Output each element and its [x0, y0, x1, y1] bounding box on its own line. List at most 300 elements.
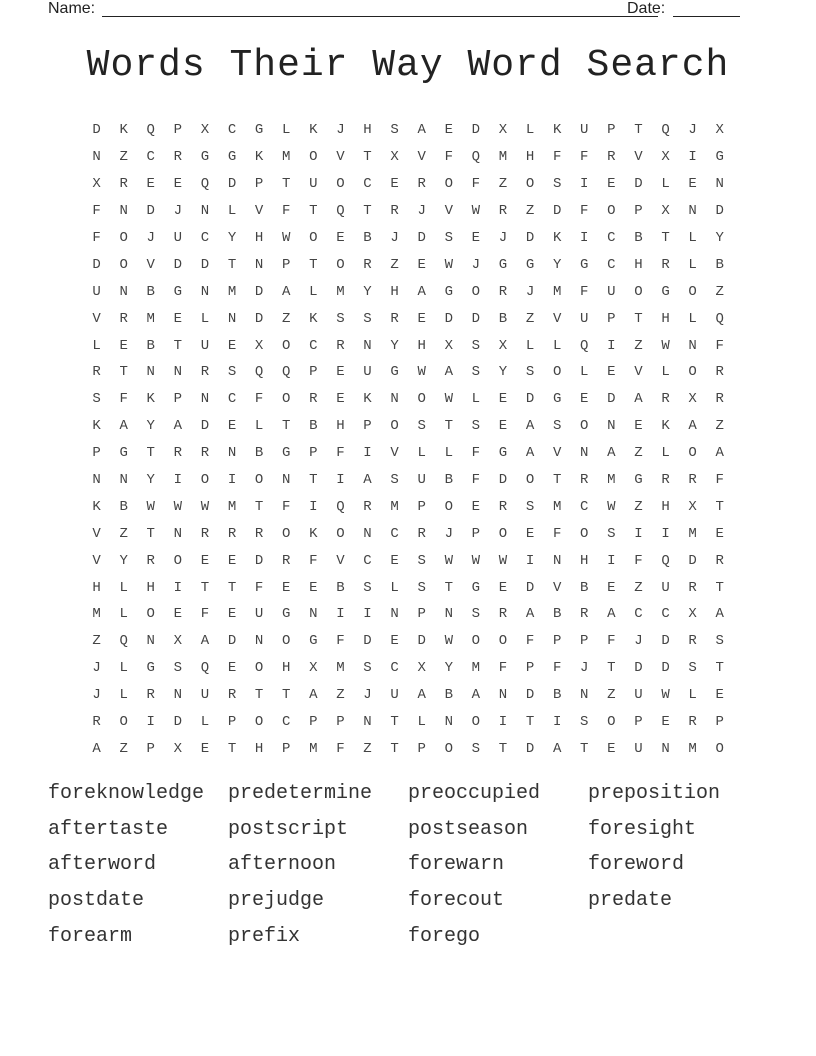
grid-letter[interactable]: R — [688, 714, 697, 731]
grid-letter[interactable]: K — [363, 391, 372, 408]
grid-letter[interactable]: B — [444, 472, 453, 489]
grid-letter[interactable]: V — [634, 149, 643, 166]
grid-letter[interactable]: D — [471, 122, 481, 139]
grid-letter[interactable]: K — [92, 498, 101, 515]
grid-letter[interactable]: P — [552, 633, 562, 650]
grid-letter[interactable]: O — [146, 606, 155, 623]
grid-letter[interactable]: X — [661, 203, 670, 220]
grid-letter[interactable]: H — [363, 122, 372, 139]
grid-letter[interactable]: L — [525, 337, 535, 354]
grid-letter[interactable]: F — [471, 176, 481, 193]
grid-letter[interactable]: R — [498, 498, 508, 515]
grid-letter[interactable]: D — [173, 714, 183, 731]
grid-letter[interactable]: S — [390, 122, 399, 139]
grid-letter[interactable]: R — [200, 445, 210, 462]
grid-letter[interactable]: D — [661, 633, 670, 650]
grid-letter[interactable]: E — [607, 579, 616, 596]
grid-letter[interactable]: T — [146, 445, 155, 462]
grid-letter[interactable]: X — [173, 740, 183, 757]
grid-letter[interactable]: Y — [119, 552, 128, 569]
grid-letter[interactable]: M — [282, 149, 291, 166]
grid-letter[interactable]: V — [417, 149, 426, 166]
grid-letter[interactable]: D — [92, 122, 101, 139]
grid-letter[interactable]: E — [309, 579, 318, 596]
grid-letter[interactable]: W — [200, 498, 210, 515]
grid-letter[interactable]: I — [552, 714, 562, 731]
grid-letter[interactable]: Q — [254, 364, 264, 381]
grid-letter[interactable]: F — [254, 391, 264, 408]
grid-letter[interactable]: O — [471, 714, 481, 731]
grid-letter[interactable]: O — [688, 445, 697, 462]
grid-letter[interactable]: L — [200, 310, 210, 327]
grid-letter[interactable]: L — [688, 687, 697, 704]
grid-letter[interactable]: I — [363, 445, 372, 462]
grid-letter[interactable]: A — [417, 122, 426, 139]
grid-letter[interactable]: E — [417, 256, 426, 273]
grid-letter[interactable]: C — [227, 391, 237, 408]
grid-letter[interactable]: V — [390, 445, 399, 462]
grid-letter[interactable]: H — [661, 310, 670, 327]
grid-letter[interactable]: R — [390, 203, 399, 220]
grid-letter[interactable]: D — [634, 176, 643, 193]
grid-letter[interactable]: L — [119, 660, 128, 677]
grid-letter[interactable]: G — [282, 606, 291, 623]
grid-letter[interactable]: Q — [119, 633, 128, 650]
grid-letter[interactable]: R — [688, 579, 697, 596]
grid-letter[interactable]: M — [146, 310, 155, 327]
grid-letter[interactable]: L — [390, 579, 399, 596]
grid-letter[interactable]: N — [580, 687, 589, 704]
grid-letter[interactable]: N — [552, 552, 562, 569]
grid-letter[interactable]: S — [363, 310, 372, 327]
grid-letter[interactable]: L — [119, 606, 128, 623]
grid-letter[interactable]: S — [444, 230, 453, 246]
grid-letter[interactable]: O — [254, 660, 264, 677]
grid-letter[interactable]: P — [634, 714, 643, 731]
grid-letter[interactable]: Q — [661, 122, 670, 139]
grid-letter[interactable]: R — [661, 391, 670, 408]
grid-letter[interactable]: Z — [715, 418, 724, 435]
grid-letter[interactable]: D — [525, 579, 535, 596]
grid-letter[interactable]: W — [444, 256, 453, 273]
grid-letter[interactable]: S — [552, 176, 562, 193]
grid-letter[interactable]: Y — [444, 660, 453, 677]
grid-letter[interactable]: P — [309, 364, 318, 381]
grid-letter[interactable]: D — [525, 687, 535, 704]
grid-letter[interactable]: T — [309, 203, 318, 220]
grid-letter[interactable]: Z — [92, 633, 101, 650]
grid-letter[interactable]: E — [525, 525, 535, 542]
grid-letter[interactable]: N — [146, 633, 155, 650]
grid-letter[interactable]: X — [498, 122, 508, 139]
grid-letter[interactable]: H — [525, 149, 535, 166]
grid-letter[interactable]: N — [688, 203, 697, 220]
grid-letter[interactable]: E — [173, 310, 183, 327]
grid-letter[interactable]: V — [444, 203, 453, 220]
grid-letter[interactable]: N — [173, 687, 183, 704]
grid-letter[interactable]: O — [200, 472, 210, 489]
grid-letter[interactable]: B — [580, 579, 589, 596]
grid-letter[interactable]: D — [227, 633, 237, 650]
grid-letter[interactable]: D — [525, 740, 535, 757]
grid-letter[interactable]: Z — [607, 687, 616, 704]
grid-letter[interactable]: T — [254, 498, 264, 515]
grid-letter[interactable]: X — [444, 337, 453, 354]
grid-letter[interactable]: G — [498, 445, 508, 462]
grid-letter[interactable]: T — [363, 203, 372, 220]
grid-letter[interactable]: E — [688, 176, 697, 193]
grid-letter[interactable]: M — [227, 498, 237, 515]
grid-letter[interactable]: H — [634, 256, 643, 273]
grid-letter[interactable]: N — [580, 445, 589, 462]
grid-letter[interactable]: E — [607, 740, 616, 757]
grid-letter[interactable]: U — [661, 579, 670, 596]
grid-letter[interactable]: M — [309, 740, 318, 757]
grid-letter[interactable]: J — [363, 687, 372, 704]
grid-letter[interactable]: P — [282, 740, 291, 757]
grid-letter[interactable]: E — [634, 418, 643, 435]
grid-letter[interactable]: C — [363, 552, 372, 569]
grid-letter[interactable]: S — [471, 364, 481, 381]
grid-letter[interactable]: P — [607, 310, 616, 327]
grid-letter[interactable]: B — [444, 687, 453, 704]
grid-letter[interactable]: Z — [634, 579, 643, 596]
grid-letter[interactable]: N — [309, 606, 318, 623]
grid-letter[interactable]: M — [471, 660, 481, 677]
grid-letter[interactable]: A — [282, 283, 291, 300]
grid-letter[interactable]: U — [580, 310, 589, 327]
grid-letter[interactable]: T — [282, 687, 291, 704]
grid-letter[interactable]: T — [363, 149, 372, 166]
grid-letter[interactable]: O — [390, 418, 399, 435]
grid-letter[interactable]: N — [254, 256, 264, 273]
grid-letter[interactable]: B — [254, 445, 264, 462]
grid-letter[interactable]: O — [715, 740, 724, 757]
grid-letter[interactable]: D — [444, 310, 453, 327]
grid-letter[interactable]: Y — [363, 283, 372, 300]
grid-letter[interactable]: Z — [634, 337, 643, 354]
grid-letter[interactable]: O — [688, 364, 697, 381]
grid-letter[interactable]: I — [363, 606, 372, 623]
grid-letter[interactable]: O — [552, 364, 562, 381]
grid-letter[interactable]: N — [363, 525, 372, 542]
grid-letter[interactable]: O — [444, 176, 453, 193]
grid-letter[interactable]: F — [552, 149, 562, 166]
grid-letter[interactable]: X — [715, 122, 724, 139]
grid-letter[interactable]: I — [688, 149, 697, 166]
grid-letter[interactable]: O — [471, 633, 481, 650]
grid-letter[interactable]: X — [688, 391, 697, 408]
grid-letter[interactable]: R — [607, 149, 616, 166]
grid-letter[interactable]: I — [336, 606, 345, 623]
grid-letter[interactable]: R — [254, 525, 264, 542]
grid-letter[interactable]: J — [580, 660, 589, 677]
grid-letter[interactable]: F — [336, 740, 345, 757]
grid-letter[interactable]: V — [336, 149, 345, 166]
grid-letter[interactable]: N — [715, 176, 724, 193]
grid-letter[interactable]: L — [227, 203, 237, 220]
grid-letter[interactable]: D — [498, 472, 508, 489]
grid-letter[interactable]: U — [309, 176, 318, 193]
grid-letter[interactable]: Q — [200, 176, 210, 193]
grid-letter[interactable]: K — [661, 418, 670, 435]
grid-letter[interactable]: L — [688, 230, 697, 246]
grid-letter[interactable]: P — [471, 525, 481, 542]
grid-letter[interactable]: I — [173, 579, 183, 596]
grid-letter[interactable]: D — [254, 552, 264, 569]
grid-letter[interactable]: C — [607, 230, 616, 246]
grid-letter[interactable]: N — [119, 472, 128, 489]
grid-letter[interactable]: U — [607, 283, 616, 300]
grid-letter[interactable]: O — [444, 498, 453, 515]
grid-letter[interactable]: P — [282, 256, 291, 273]
grid-letter[interactable]: H — [92, 579, 101, 596]
grid-letter[interactable]: Z — [634, 498, 643, 515]
grid-letter[interactable]: U — [254, 606, 264, 623]
grid-letter[interactable]: P — [715, 714, 724, 731]
grid-letter[interactable]: C — [634, 606, 643, 623]
grid-letter[interactable]: B — [119, 498, 128, 515]
grid-letter[interactable]: A — [607, 606, 616, 623]
grid-letter[interactable]: Z — [634, 445, 643, 462]
grid-letter[interactable]: Z — [498, 176, 508, 193]
grid-letter[interactable]: R — [146, 552, 155, 569]
grid-letter[interactable]: Y — [227, 230, 237, 246]
grid-letter[interactable]: T — [607, 660, 616, 677]
grid-letter[interactable]: F — [282, 498, 291, 515]
grid-letter[interactable]: T — [444, 579, 453, 596]
grid-letter[interactable]: X — [173, 633, 183, 650]
grid-letter[interactable]: T — [309, 256, 318, 273]
grid-letter[interactable]: S — [390, 472, 399, 489]
grid-letter[interactable]: T — [661, 230, 670, 246]
grid-letter[interactable]: Q — [661, 552, 670, 569]
grid-letter[interactable]: D — [688, 552, 697, 569]
grid-letter[interactable]: L — [200, 714, 210, 731]
grid-letter[interactable]: L — [119, 687, 128, 704]
grid-letter[interactable]: T — [715, 579, 724, 596]
grid-letter[interactable]: O — [336, 176, 345, 193]
grid-letter[interactable]: G — [580, 256, 589, 273]
grid-letter[interactable]: M — [688, 740, 697, 757]
grid-letter[interactable]: T — [146, 525, 155, 542]
grid-letter[interactable]: L — [471, 391, 481, 408]
grid-letter[interactable]: B — [363, 230, 372, 246]
grid-letter[interactable]: S — [92, 391, 101, 408]
grid-letter[interactable]: E — [607, 176, 616, 193]
grid-letter[interactable]: N — [227, 445, 237, 462]
grid-letter[interactable]: R — [282, 552, 291, 569]
grid-letter[interactable]: U — [580, 122, 589, 139]
grid-letter[interactable]: V — [92, 525, 101, 542]
grid-letter[interactable]: K — [309, 310, 318, 327]
grid-letter[interactable]: Z — [119, 149, 128, 166]
grid-letter[interactable]: W — [661, 337, 670, 354]
grid-letter[interactable]: A — [607, 445, 616, 462]
grid-letter[interactable]: X — [688, 606, 697, 623]
grid-letter[interactable]: A — [309, 687, 318, 704]
grid-letter[interactable]: H — [254, 740, 264, 757]
grid-letter[interactable]: S — [363, 660, 372, 677]
grid-letter[interactable]: X — [200, 122, 210, 139]
grid-letter[interactable]: A — [715, 606, 724, 623]
grid-letter[interactable]: P — [173, 391, 183, 408]
grid-letter[interactable]: R — [336, 337, 345, 354]
grid-letter[interactable]: L — [688, 310, 697, 327]
grid-letter[interactable]: O — [119, 256, 128, 273]
grid-letter[interactable]: D — [417, 633, 426, 650]
grid-letter[interactable]: R — [715, 552, 724, 569]
grid-letter[interactable]: O — [336, 525, 345, 542]
grid-letter[interactable]: B — [146, 283, 155, 300]
grid-letter[interactable]: F — [444, 149, 453, 166]
grid-letter[interactable]: C — [580, 498, 589, 515]
grid-letter[interactable]: U — [173, 230, 183, 246]
grid-letter[interactable]: W — [444, 391, 453, 408]
grid-letter[interactable]: U — [200, 337, 210, 354]
grid-letter[interactable]: E — [580, 391, 589, 408]
grid-letter[interactable]: L — [552, 337, 562, 354]
grid-letter[interactable]: I — [607, 552, 616, 569]
name-input-line[interactable] — [102, 0, 658, 17]
grid-letter[interactable]: N — [92, 149, 101, 166]
grid-letter[interactable]: L — [254, 418, 264, 435]
grid-letter[interactable]: A — [200, 633, 210, 650]
grid-letter[interactable]: F — [471, 472, 481, 489]
grid-letter[interactable]: H — [336, 418, 345, 435]
grid-letter[interactable]: E — [336, 391, 345, 408]
grid-letter[interactable]: K — [552, 122, 562, 139]
grid-letter[interactable]: N — [254, 633, 264, 650]
grid-letter[interactable]: I — [498, 714, 508, 731]
grid-letter[interactable]: X — [254, 337, 264, 354]
grid-letter[interactable]: R — [92, 364, 101, 381]
grid-letter[interactable]: J — [688, 122, 697, 139]
grid-letter[interactable]: A — [525, 445, 535, 462]
grid-letter[interactable]: H — [146, 579, 155, 596]
grid-letter[interactable]: S — [607, 525, 616, 542]
grid-letter[interactable]: A — [417, 687, 426, 704]
grid-letter[interactable]: E — [471, 230, 481, 246]
grid-letter[interactable]: J — [634, 633, 643, 650]
grid-letter[interactable]: S — [552, 418, 562, 435]
grid-letter[interactable]: K — [309, 122, 318, 139]
grid-letter[interactable]: W — [173, 498, 183, 515]
grid-letter[interactable]: Q — [200, 660, 210, 677]
grid-letter[interactable]: S — [417, 579, 426, 596]
grid-letter[interactable]: L — [688, 256, 697, 273]
grid-letter[interactable]: J — [417, 203, 426, 220]
grid-letter[interactable]: L — [661, 364, 670, 381]
grid-letter[interactable]: C — [146, 149, 155, 166]
grid-letter[interactable]: V — [336, 552, 345, 569]
grid-letter[interactable]: I — [146, 714, 155, 731]
grid-letter[interactable]: G — [146, 660, 155, 677]
grid-letter[interactable]: R — [119, 310, 128, 327]
grid-letter[interactable]: O — [525, 176, 535, 193]
grid-letter[interactable]: E — [227, 418, 237, 435]
grid-letter[interactable]: Y — [715, 230, 724, 246]
grid-letter[interactable]: D — [254, 283, 264, 300]
grid-letter[interactable]: P — [634, 203, 643, 220]
grid-letter[interactable]: P — [580, 633, 589, 650]
grid-letter[interactable]: L — [92, 337, 101, 354]
grid-letter[interactable]: E — [173, 606, 183, 623]
grid-letter[interactable]: J — [92, 687, 101, 704]
grid-letter[interactable]: O — [498, 633, 508, 650]
grid-letter[interactable]: P — [92, 445, 101, 462]
grid-letter[interactable]: Z — [119, 525, 128, 542]
grid-letter[interactable]: C — [661, 606, 670, 623]
grid-letter[interactable]: H — [661, 498, 670, 515]
grid-letter[interactable]: A — [444, 364, 453, 381]
grid-letter[interactable]: S — [525, 498, 535, 515]
grid-letter[interactable]: C — [200, 230, 210, 246]
grid-letter[interactable]: S — [715, 633, 724, 650]
grid-letter[interactable]: D — [173, 256, 183, 273]
grid-letter[interactable]: O — [254, 714, 264, 731]
grid-letter[interactable]: A — [471, 687, 481, 704]
grid-letter[interactable]: Q — [580, 337, 589, 354]
grid-letter[interactable]: L — [661, 445, 670, 462]
grid-letter[interactable]: E — [227, 337, 237, 354]
grid-letter[interactable]: T — [390, 714, 399, 731]
grid-letter[interactable]: Z — [336, 687, 345, 704]
grid-letter[interactable]: N — [146, 364, 155, 381]
grid-letter[interactable]: E — [661, 714, 670, 731]
grid-letter[interactable]: G — [498, 256, 508, 273]
grid-letter[interactable]: E — [336, 364, 345, 381]
grid-letter[interactable]: M — [92, 606, 101, 623]
grid-letter[interactable]: U — [390, 687, 399, 704]
grid-letter[interactable]: A — [119, 418, 128, 435]
grid-letter[interactable]: E — [715, 687, 724, 704]
grid-letter[interactable]: L — [309, 283, 318, 300]
grid-letter[interactable]: K — [146, 391, 155, 408]
grid-letter[interactable]: I — [634, 525, 643, 542]
grid-letter[interactable]: O — [607, 714, 616, 731]
grid-letter[interactable]: C — [227, 122, 237, 139]
grid-letter[interactable]: A — [634, 391, 643, 408]
grid-letter[interactable]: G — [552, 391, 562, 408]
grid-letter[interactable]: S — [471, 606, 481, 623]
grid-letter[interactable]: T — [282, 418, 291, 435]
grid-letter[interactable]: R — [200, 525, 210, 542]
grid-letter[interactable]: N — [119, 283, 128, 300]
grid-letter[interactable]: X — [498, 337, 508, 354]
grid-letter[interactable]: T — [309, 472, 318, 489]
grid-letter[interactable]: V — [634, 364, 643, 381]
grid-letter[interactable]: P — [254, 176, 264, 193]
grid-letter[interactable]: F — [471, 445, 481, 462]
grid-letter[interactable]: J — [498, 230, 508, 246]
grid-letter[interactable]: K — [254, 149, 264, 166]
grid-letter[interactable]: Z — [525, 310, 535, 327]
grid-letter[interactable]: C — [282, 714, 291, 731]
grid-letter[interactable]: S — [471, 418, 481, 435]
grid-letter[interactable]: D — [92, 256, 101, 273]
grid-letter[interactable]: O — [282, 337, 291, 354]
grid-letter[interactable]: E — [200, 740, 210, 757]
grid-letter[interactable]: L — [119, 579, 128, 596]
grid-letter[interactable]: D — [634, 660, 643, 677]
grid-letter[interactable]: O — [309, 230, 318, 246]
grid-letter[interactable]: W — [498, 552, 508, 569]
grid-letter[interactable]: M — [336, 660, 345, 677]
grid-letter[interactable]: L — [417, 445, 426, 462]
grid-letter[interactable]: T — [715, 498, 724, 515]
grid-letter[interactable]: A — [552, 740, 562, 757]
